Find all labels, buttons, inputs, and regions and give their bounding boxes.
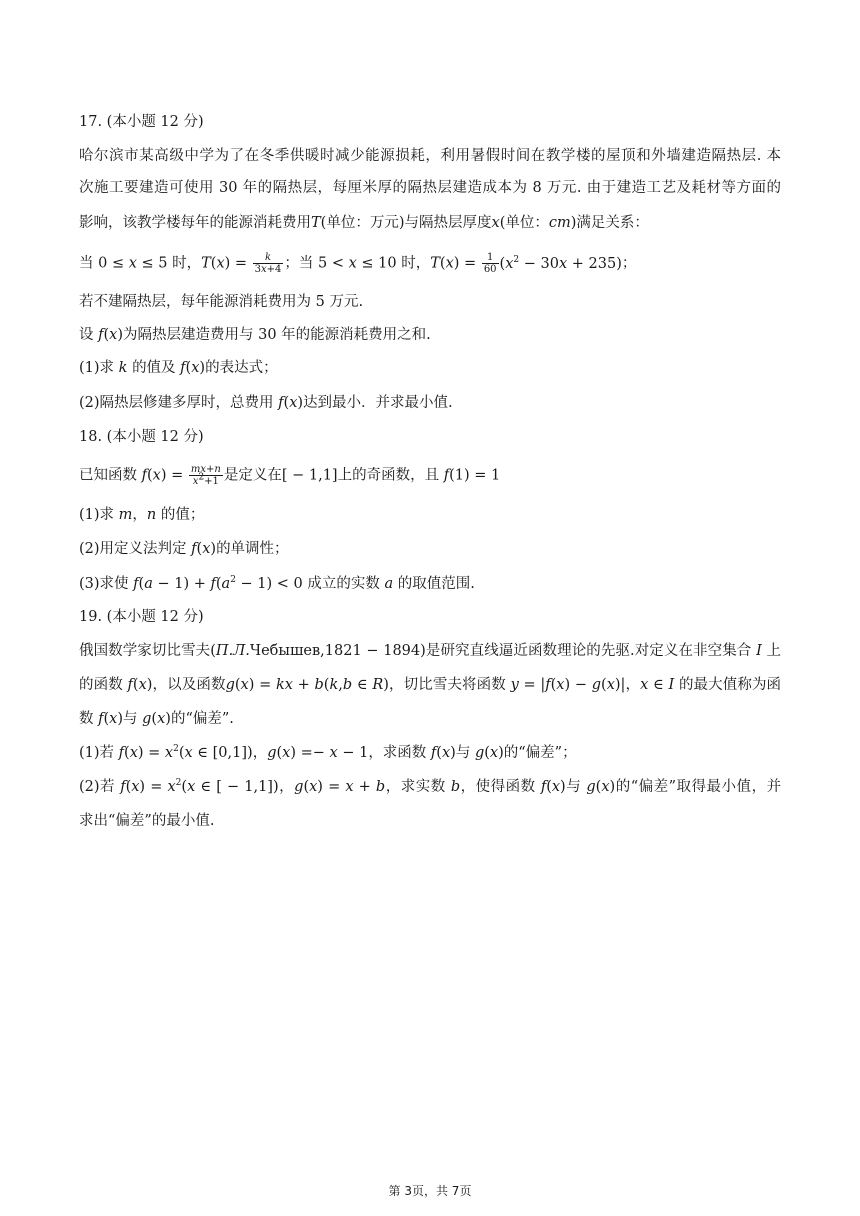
q19-heading: 19. (本小题 12 分) — [79, 609, 204, 625]
q19-intro-line-1: 俄国数学家切比雪夫(П.Л.Чебышев,1821 − 1894)是研究直线逼近函数理论的先驱.对定义在非空集合 I 上 — [79, 643, 782, 659]
page-footer: 第 3页，共 7页 — [388, 1184, 472, 1198]
q18-statement: 已知函数 f(x) = $\frac{mx+n}{x^2+1}$ 是定义在[ − 1,1]上的奇函数，且 f(1) = 1 — [79, 464, 501, 487]
q17-define-f: 设 f(x)为隔热层建造费用与 30 年的能源消耗费用之和. — [79, 327, 431, 343]
fraction-mx-plus-n-over-x2-plus-1: $\frac{mx+n}{x^2+1}$ — [190, 464, 221, 487]
q19-intro-line-3: 数 f(x)与 g(x)的“偏差”. — [79, 711, 234, 727]
q18-part-1: (1)求 m，n 的值； — [79, 507, 205, 523]
q19-intro-line-2: 的函数 f(x)，以及函数g(x) = kx + b(k,b ∈ R)，切比雪夫将函数 y = |f(x) − g(x)|，x ∈ I 的最大值称为函 — [79, 677, 782, 693]
q17-no-layer-cost: 若不建隔热层，每年能源消耗费用为 5 万元. — [79, 294, 364, 310]
fraction-k-over-3x-plus-4: $\frac{k}{3x+4}$ — [254, 252, 282, 275]
q18-part-3: (3)求使 $f(a - 1) + f(a^2 - 1) < 0$ 成立的实数 a 的取值范围. — [79, 575, 475, 592]
fraction-1-over-60: $\frac{1}{60}$ — [483, 252, 497, 275]
q18-heading: 18. (本小题 12 分) — [79, 429, 204, 445]
q17-part-1: (1)求 k 的值及 f(x)的表达式； — [79, 360, 278, 376]
q17-part-2: (2)隔热层修建多厚时，总费用 f(x)达到最小．并求最小值. — [79, 395, 453, 411]
q17-piecewise-condition: 当 0 ≤ x ≤ 5 时，T(x) = $\frac{k}{3x+4}$ ；当 5 < x ≤ 10 时，T(x) = $\frac{1}{60}$ $(x^2 - 30x + 235)$； — [79, 252, 637, 275]
q17-heading: 17. (本小题 12 分) — [79, 114, 204, 130]
q17-paragraph-line-2: 次施工要建造可使用 30 年的隔热层，每厘米厚的隔热层建造成本为 8 万元. 由于建造工艺及耗材等方面的 — [79, 180, 781, 196]
q17-paragraph-line-3: 影响，该教学楼每年的能源消耗费用T(单位：万元)与隔热层厚度x(单位：cm)满足关系： — [79, 215, 649, 231]
q18-part-2: (2)用定义法判定 f(x)的单调性； — [79, 541, 289, 557]
q19-part-1: (1)若 $f(x) = x^2(x$ ∈ [0,1])，g(x) =− x − 1，求函数 f(x)与 g(x)的“偏差”； — [79, 744, 577, 761]
q19-part-2-line-2: 求出“偏差”的最小值. — [79, 813, 215, 829]
q19-part-2-line-1: (2)若 $f(x) = x^2(x$ ∈ [ − 1,1])，g(x) = x + b，求实数 b，使得函数 f(x)与 g(x)的“偏差”取得最小值，并 — [79, 778, 782, 795]
q17-paragraph-line-1: 哈尔滨市某高级中学为了在冬季供暖时减少能源损耗，利用暑假时间在教学楼的屋顶和外墙建造隔热层. 本 — [79, 148, 781, 164]
